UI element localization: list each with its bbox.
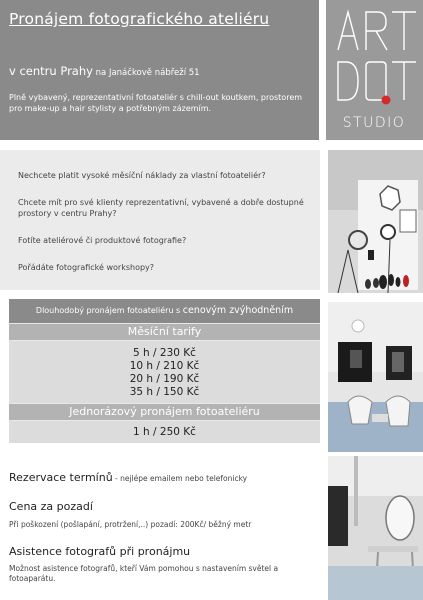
single-rental-title: Jednorázový pronájem fotoateliéru: [9, 403, 320, 421]
header-panel: [0, 0, 319, 140]
assistance-text: Možnost asistence fotografů, kteří Vám pomohou s nastavením světel a fotoaparátu.: [9, 564, 279, 583]
art-dot-studio-logo: [326, 0, 423, 140]
intro-text: Plně vybavený, reprezentativní fotoateliér s chill-out koutkem, prostorem pro make-up a hair stylisty a potřebným zázemím.: [9, 93, 303, 113]
subtitle-address: na Janáčkově nábřeží 51: [92, 68, 200, 78]
pricing-header: [9, 299, 320, 323]
booking-note: - nejlépe emailem nebo telefonicky: [112, 474, 248, 483]
subtitle-prefix: v centru: [9, 64, 61, 78]
pricing-header-highlight: cenovým zvýhodněním: [182, 305, 294, 316]
question-item: Nechcete platit vysoké měsíční náklady za vlastní fotoateliér?: [18, 171, 266, 180]
rate-row: 20 h / 190 Kč: [129, 373, 200, 385]
subtitle-city: Prahy: [60, 64, 93, 78]
deposit-title: Cena za pozadí: [9, 500, 93, 513]
subtitle: [9, 60, 200, 79]
logo-red-dot: [382, 96, 391, 105]
pricing-header-prefix: Dlouhodobý pronájem fotoateliéru s: [35, 306, 183, 315]
deposit-text: Při poškození (pošlapání, protržení,..) pozadí: 200Kč/ běžný metr: [9, 520, 252, 529]
pricing-table: [9, 299, 320, 454]
rate-row: 10 h / 210 Kč: [129, 360, 200, 372]
studio-lights-photo: [328, 150, 423, 293]
assistance-title: Asistence fotografů při pronájmu: [9, 545, 191, 558]
monthly-rates: [9, 341, 320, 403]
rate-row: 5 h / 230 Kč: [133, 347, 196, 359]
question-item: Chcete mít pro své klienty reprezentativní, vybavené a dobře dostupné prostory v centru Prahy?: [18, 198, 304, 218]
single-rate: 1 h / 250 Kč: [9, 421, 320, 443]
question-item: Pořádáte fotografické workshopy?: [18, 263, 155, 272]
page-title: Pronájem fotografického ateliéru: [9, 10, 270, 28]
monthly-tariffs-title: Měsíční tarify: [9, 323, 320, 341]
questions-panel: [0, 150, 320, 290]
logo-studio-text: STUDIO: [342, 115, 406, 131]
makeup-area-photo: [328, 456, 423, 600]
booking-heading: [9, 471, 247, 484]
booking-title: Rezervace termínů: [9, 471, 113, 484]
question-item: Fotíte ateliérové či produktové fotografie?: [18, 236, 187, 245]
lounge-photo: [328, 302, 423, 452]
rate-row: 35 h / 150 Kč: [129, 386, 200, 398]
